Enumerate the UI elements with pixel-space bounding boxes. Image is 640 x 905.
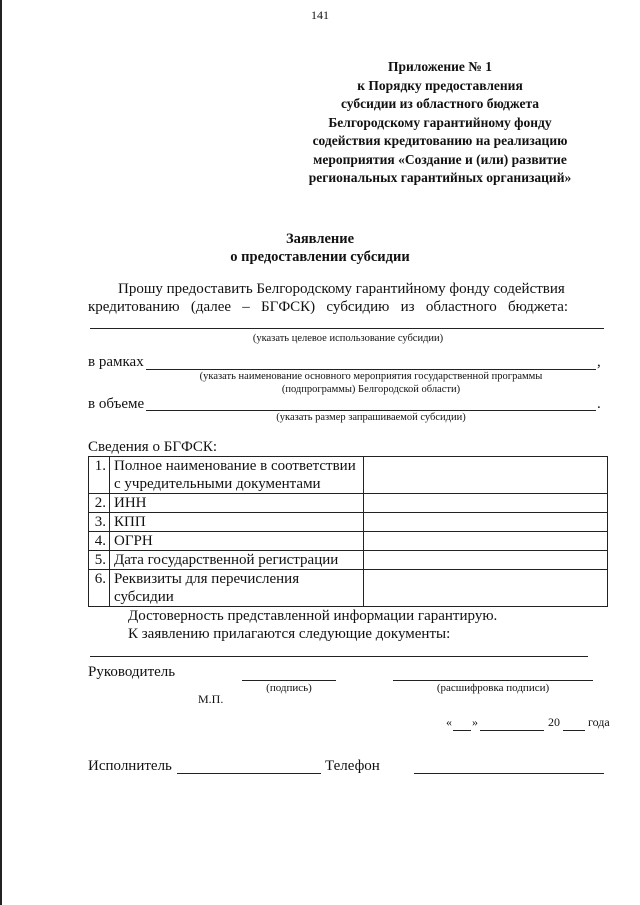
date-day-field[interactable] [453,730,471,731]
row-value-cell[interactable] [364,551,608,570]
decode-caption: (расшифровка подписи) [436,682,550,694]
purpose-caption: (указать целевое использование субсидии) [252,333,444,344]
info-table [88,456,608,607]
page-number: 141 [311,8,329,22]
within-caption-line: (подпрограммы) Белгородской области) [281,384,461,395]
amount-caption: (указать размер запрашиваемой субсидии) [276,412,466,423]
phone-label: Телефон [325,758,380,774]
table-row [89,457,608,494]
row-value-cell[interactable] [364,570,608,607]
table-row [89,494,608,513]
appendix-header [280,58,600,188]
title-line: о предоставлении субсидии [230,249,410,265]
request-line-2: кредитованию (далее – БГФСК) субсидию из областного бюджета: [88,299,569,315]
decode-field[interactable] [393,680,593,681]
signature-field[interactable] [242,680,336,681]
amount-label: в объеме [88,396,145,412]
attachments-text: К заявлению прилагаются следующие документы: [128,626,451,642]
row-number: 6. [89,570,110,607]
attachments-field[interactable] [90,656,588,657]
date-open-quote: « [446,715,452,729]
amount-period: . [597,396,601,412]
appendix-line: Приложение № 1 [388,59,492,74]
signature-caption: (подпись) [266,682,312,694]
appendix-line: мероприятия «Создание и (или) развитие [313,151,567,167]
within-comma: , [597,354,601,370]
head-label: Руководитель [88,664,176,680]
table-row [89,513,608,532]
row-label: ОГРН [110,532,364,551]
appendix-line: Белгородскому гарантийному фонду [328,114,552,130]
guarantee-text: Достоверность представленной информации гарантирую. [128,608,498,624]
date-month-field[interactable] [480,730,544,731]
table-row [89,570,608,607]
within-label: в рамках [88,354,144,370]
date-year-prefix: 20 [548,715,560,729]
row-label: Дата государственной регистрации [110,551,364,570]
row-value-cell[interactable] [364,494,608,513]
date-year-field[interactable] [563,730,585,731]
appendix-line: региональных гарантийных организаций» [308,170,572,185]
row-number: 4. [89,532,110,551]
row-label: КПП [110,513,364,532]
date-close-quote: » [472,715,478,729]
stamp-mark: М.П. [198,692,224,706]
row-value-cell[interactable] [364,532,608,551]
row-label: Реквизиты для перечисления субсидии [110,570,364,607]
executor-field[interactable] [177,773,321,774]
phone-field[interactable] [414,773,604,774]
row-number: 1. [89,457,110,494]
row-value-cell[interactable] [364,457,608,494]
table-row [89,551,608,570]
row-label: ИНН [110,494,364,513]
within-caption [146,370,596,396]
page-left-edge [0,0,2,905]
row-label: Полное наименование в соответствии с учредительными документами [110,457,364,494]
appendix-line: субсидии из областного бюджета [340,96,540,111]
row-number: 3. [89,513,110,532]
executor-label: Исполнитель [88,758,172,774]
document-title [0,230,640,266]
request-line-1: Прошу предоставить Белгородскому гарантийному фонду содействия [118,281,565,297]
appendix-line: к Порядку предоставления [357,77,523,93]
row-number: 2. [89,494,110,513]
row-number: 5. [89,551,110,570]
row-value-cell[interactable] [364,513,608,532]
appendix-line: содействия кредитованию на реализацию [312,133,568,148]
title-line: Заявление [285,231,355,247]
purpose-field[interactable] [90,328,604,329]
within-caption-line: (указать наименование основного мероприятия государственной программы [199,371,543,382]
table-row [89,532,608,551]
date-year-suffix: года [588,715,610,729]
info-heading: Сведения о БГФСК: [88,439,218,455]
